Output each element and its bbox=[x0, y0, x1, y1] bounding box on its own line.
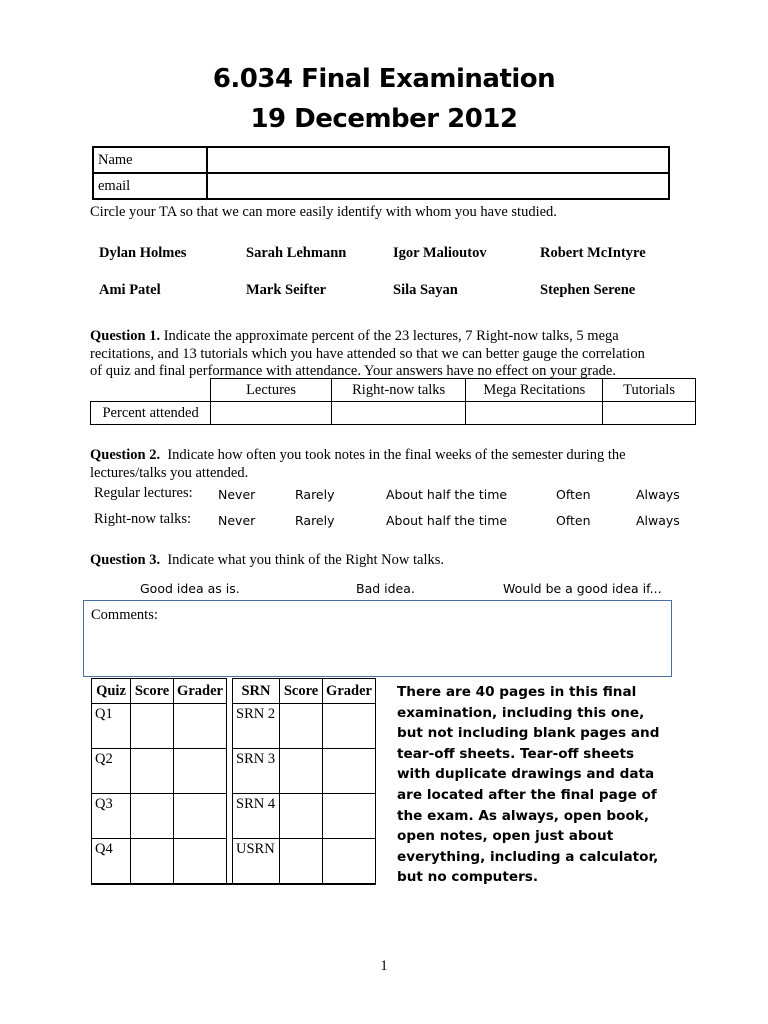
talks-option[interactable]: Good idea as is. bbox=[140, 581, 240, 596]
id-fields-table bbox=[92, 146, 670, 200]
ta-option[interactable]: Stephen Serene bbox=[540, 282, 636, 298]
ta-option[interactable]: Igor Malioutov bbox=[393, 245, 487, 261]
attendance-table bbox=[90, 378, 696, 425]
email-label: email bbox=[93, 173, 207, 199]
notes-option[interactable]: Rarely bbox=[295, 513, 335, 528]
srn-label: USRN bbox=[233, 839, 280, 885]
comments-label: Comments: bbox=[91, 607, 158, 623]
grader-cell bbox=[323, 839, 376, 885]
score-table bbox=[91, 678, 376, 885]
score-cell bbox=[280, 794, 323, 839]
notes-option[interactable]: Always bbox=[636, 487, 680, 502]
question-1-label: Question 1. bbox=[90, 328, 161, 344]
attendance-header: Mega Recitations bbox=[466, 379, 603, 402]
question-1-text bbox=[90, 328, 700, 381]
grader-cell bbox=[323, 794, 376, 839]
score-header: Quiz bbox=[92, 679, 131, 704]
grader-cell bbox=[323, 749, 376, 794]
ta-option[interactable]: Sarah Lehmann bbox=[246, 245, 347, 261]
notes-option[interactable]: Always bbox=[636, 513, 680, 528]
question-3-label: Question 3. bbox=[90, 552, 161, 568]
score-cell bbox=[131, 839, 174, 885]
question-3-line: Indicate what you think of the Right Now talks. bbox=[167, 552, 445, 568]
quiz-label: Q1 bbox=[92, 704, 131, 749]
grader-cell bbox=[174, 704, 227, 749]
question-2-label: Question 2. bbox=[90, 447, 161, 463]
right-now-percent-field[interactable] bbox=[331, 402, 466, 425]
quiz-label: Q2 bbox=[92, 749, 131, 794]
notes-option[interactable]: Often bbox=[556, 513, 591, 528]
score-cell bbox=[131, 749, 174, 794]
notes-option[interactable]: Never bbox=[218, 487, 256, 502]
srn-label: SRN 2 bbox=[233, 704, 280, 749]
ta-option[interactable]: Dylan Holmes bbox=[99, 245, 187, 261]
question-1-line: recitations, and 13 tutorials which you have attended so that we can better gauge the correlation bbox=[90, 345, 645, 362]
question-3-text bbox=[90, 552, 444, 569]
score-header: Score bbox=[280, 679, 323, 704]
talks-option[interactable]: Bad idea. bbox=[356, 581, 415, 596]
score-cell bbox=[280, 749, 323, 794]
score-header: Grader bbox=[174, 679, 227, 704]
score-header: SRN bbox=[233, 679, 280, 704]
notes-option[interactable]: About half the time bbox=[386, 513, 508, 528]
quiz-label: Q4 bbox=[92, 839, 131, 885]
question-2-line: lectures/talks you attended. bbox=[90, 465, 249, 481]
tutorials-percent-field[interactable] bbox=[603, 402, 696, 425]
attendance-row-label: Percent attended bbox=[91, 402, 211, 425]
notes-option[interactable]: Often bbox=[556, 487, 591, 502]
ta-option[interactable]: Mark Seifter bbox=[246, 282, 327, 298]
question-2-line: Indicate how often you took notes in the final weeks of the semester during the bbox=[167, 447, 626, 463]
notes-option[interactable]: Rarely bbox=[295, 487, 335, 502]
ta-option[interactable]: Sila Sayan bbox=[393, 282, 458, 298]
ta-option[interactable]: Robert McIntyre bbox=[540, 245, 646, 261]
score-cell bbox=[131, 704, 174, 749]
notes-row-label: Regular lectures: bbox=[94, 485, 193, 501]
score-header: Grader bbox=[323, 679, 376, 704]
attendance-header: Tutorials bbox=[603, 379, 696, 402]
notes-option[interactable]: Never bbox=[218, 513, 256, 528]
grader-cell bbox=[323, 704, 376, 749]
mega-recitations-percent-field[interactable] bbox=[466, 402, 603, 425]
grader-cell bbox=[174, 749, 227, 794]
question-1-line: of quiz and final performance with attendance. Your answers have no effect on your grade. bbox=[90, 363, 616, 379]
srn-label: SRN 4 bbox=[233, 794, 280, 839]
talks-option[interactable]: Would be a good idea if... bbox=[503, 581, 662, 596]
srn-label: SRN 3 bbox=[233, 749, 280, 794]
grader-cell bbox=[174, 794, 227, 839]
exam-title: 6.034 Final Examination bbox=[212, 64, 556, 94]
notes-option[interactable]: About half the time bbox=[386, 487, 508, 502]
notes-row-label: Right-now talks: bbox=[94, 511, 192, 527]
attendance-header: Right-now talks bbox=[331, 379, 466, 402]
email-field[interactable] bbox=[207, 173, 669, 199]
name-label: Name bbox=[93, 147, 207, 173]
question-2-text bbox=[90, 446, 700, 482]
exam-info-text: There are 40 pages in this final examination, including this one, but not including blank pages and tear-off sheets. Tear-off sheets with duplicate drawings and data are located after the final page of the exam. As always, open book, open notes, open just about everything, including a calculator, but no computers. bbox=[397, 684, 660, 886]
ta-option[interactable]: Ami Patel bbox=[99, 282, 161, 298]
exam-date: 19 December 2012 bbox=[250, 104, 518, 134]
question-1-line: Indicate the approximate percent of the 23 lectures, 7 Right-now talks, 5 mega bbox=[163, 328, 619, 344]
score-cell bbox=[131, 794, 174, 839]
name-field[interactable] bbox=[207, 147, 669, 173]
attendance-corner bbox=[91, 379, 211, 402]
score-cell bbox=[280, 704, 323, 749]
quiz-label: Q3 bbox=[92, 794, 131, 839]
grader-cell bbox=[174, 839, 227, 885]
ta-instruction: Circle your TA so that we can more easily identify with whom you have studied. bbox=[90, 204, 557, 220]
comments-box[interactable] bbox=[83, 600, 672, 677]
score-cell bbox=[280, 839, 323, 885]
page-number: 1 bbox=[380, 958, 388, 974]
score-header: Score bbox=[131, 679, 174, 704]
lectures-percent-field[interactable] bbox=[211, 402, 332, 425]
attendance-header: Lectures bbox=[211, 379, 332, 402]
